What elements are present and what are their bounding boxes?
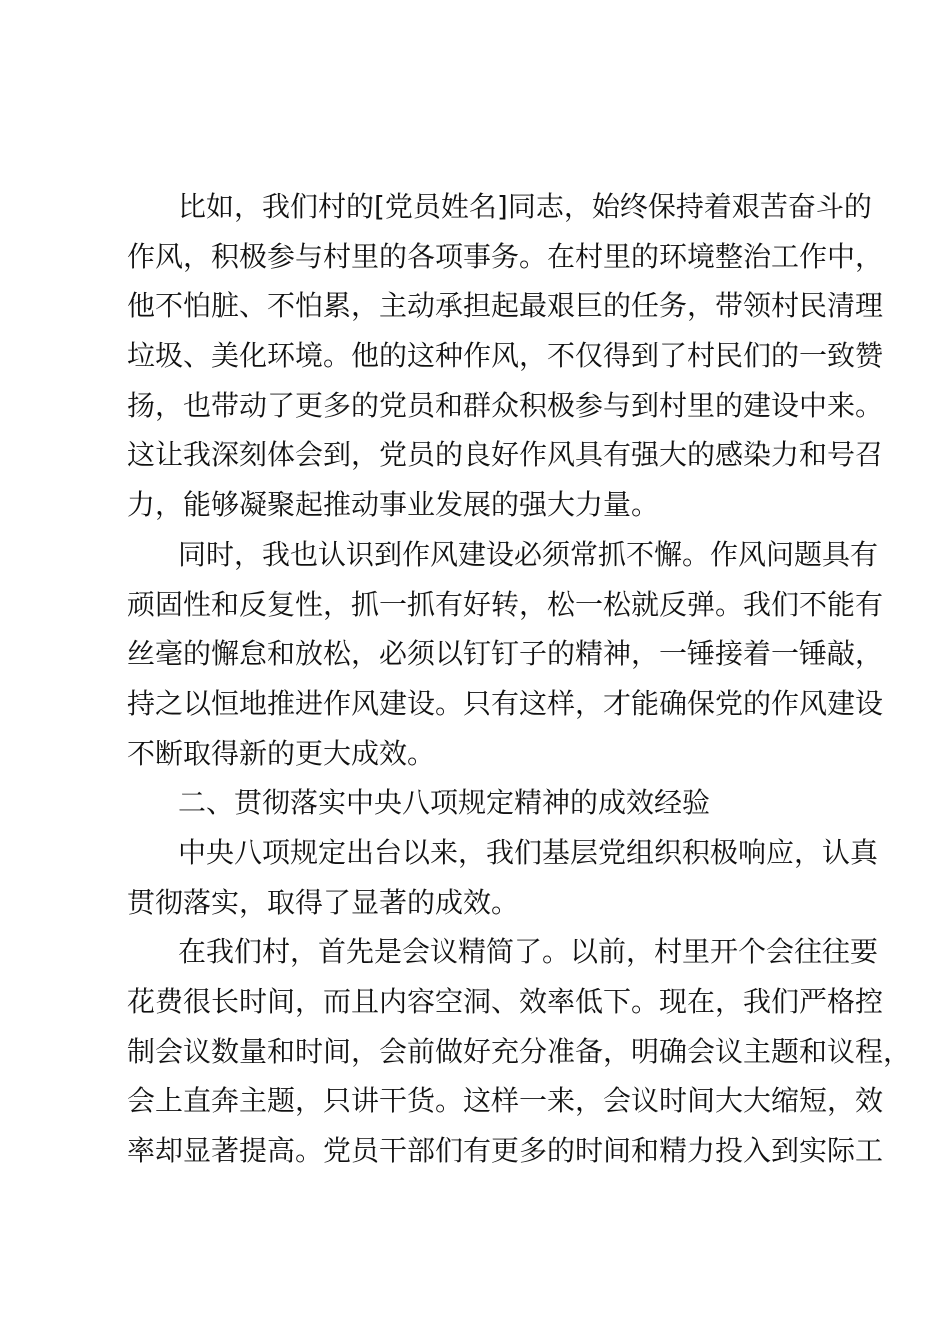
paragraph-1-line-6: 这让我深刻体会到，党员的良好作风具有强大的感染力和号召 — [127, 438, 884, 472]
paragraph-1-line-3: 他不怕脏、不怕累，主动承担起最艰巨的任务，带领村民清理 — [127, 289, 884, 323]
paragraph-2-line-4: 持之以恒地推进作风建设。只有这样，才能确保党的作风建设 — [127, 686, 884, 720]
paragraph-2-line-2: 顽固性和反复性，抓一抓有好转，松一松就反弹。我们不能有 — [127, 587, 884, 621]
document-body — [127, 182, 912, 1176]
paragraph-1-line-4: 垃圾、美化环境。他的这种作风，不仅得到了村民们的一致赞 — [127, 339, 884, 373]
paragraph-4-line-4: 会上直奔主题，只讲干货。这样一来，会议时间大大缩短，效 — [127, 1084, 884, 1118]
paragraph-4-line-3: 制会议数量和时间，会前做好充分准备，明确会议主题和议程， — [127, 1034, 912, 1068]
paragraph-4-line-5: 率却显著提高。党员干部们有更多的时间和精力投入到实际工 — [127, 1134, 884, 1168]
paragraph-2-line-5: 不断取得新的更大成效。 — [127, 736, 436, 770]
paragraph-1-line-5: 扬，也带动了更多的党员和群众积极参与到村里的建设中来。 — [127, 388, 884, 422]
section-heading: 二、贯彻落实中央八项规定精神的成效经验 — [178, 786, 711, 820]
paragraph-1-line-7: 力，能够凝聚起推动事业发展的强大力量。 — [127, 488, 660, 522]
paragraph-3-line-1: 中央八项规定出台以来，我们基层党组织积极响应，认真 — [178, 835, 879, 869]
paragraph-4-line-2: 花费很长时间，而且内容空洞、效率低下。现在，我们严格控 — [127, 985, 884, 1018]
paragraph-2-line-1: 同时，我也认识到作风建设必须常抓不懈。作风问题具有 — [178, 537, 879, 571]
paragraph-3-line-2: 贯彻落实，取得了显著的成效。 — [127, 885, 520, 919]
paragraph-1-line-1: 比如，我们村的[党员姓名]同志，始终保持着艰苦奋斗的 — [178, 190, 872, 223]
paragraph-2-line-3: 丝毫的懈怠和放松，必须以钉钉子的精神，一锤接着一锤敲， — [127, 637, 884, 671]
paragraph-4-line-1: 在我们村，首先是会议精简了。以前，村里开个会往往要 — [178, 935, 879, 969]
paragraph-1-line-2: 作风，积极参与村里的各项事务。在村里的环境整治工作中， — [127, 239, 884, 273]
